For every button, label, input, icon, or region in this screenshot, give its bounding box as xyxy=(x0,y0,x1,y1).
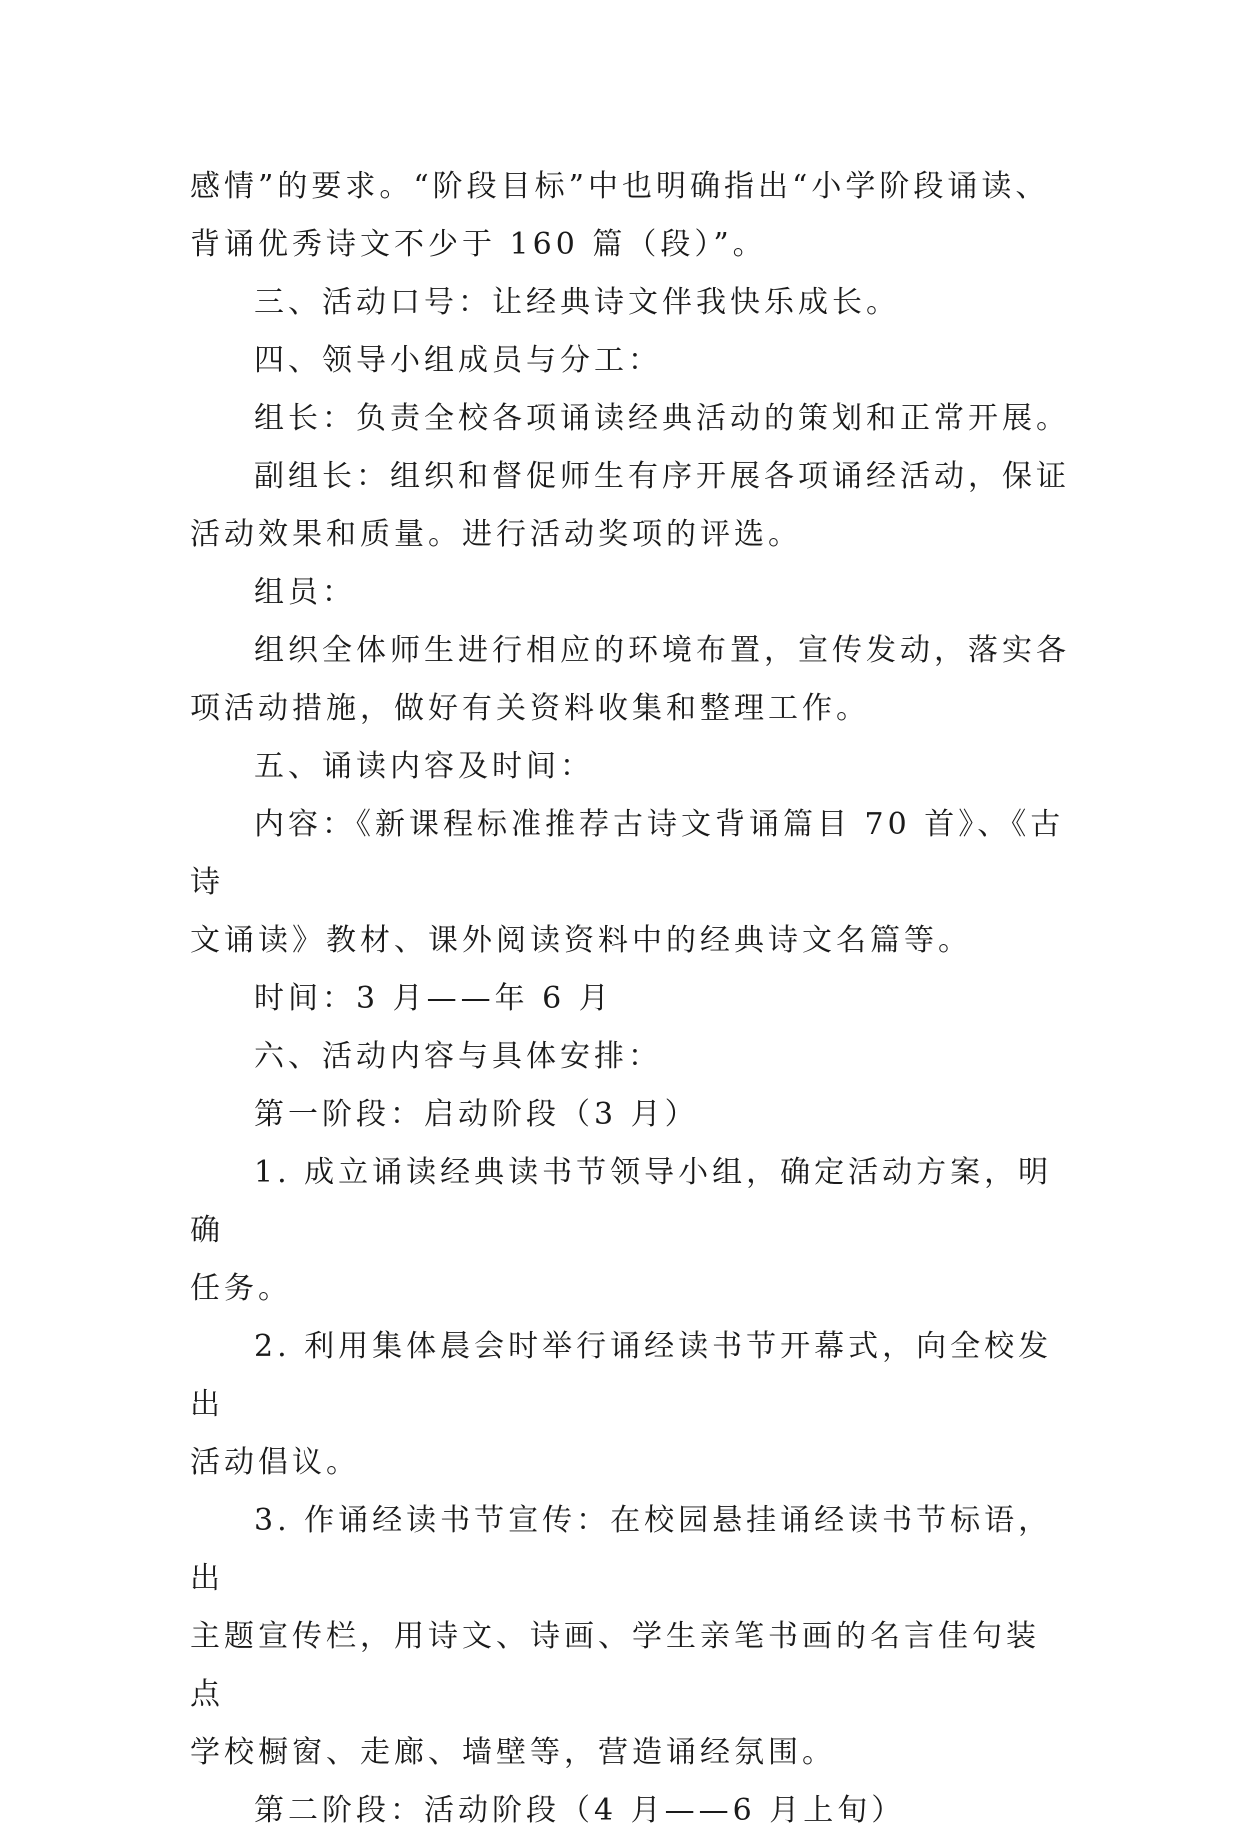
paragraph-members-duties: 组织全体师生进行相应的环境布置，宣传发动，落实各 项活动措施，做好有关资料收集和整理工作。 xyxy=(190,633,1070,726)
heading-reading-content: 五、诵读内容及时间： xyxy=(254,749,594,784)
heading-stage-two: 第二阶段：活动阶段（4 月——6 月上旬） xyxy=(254,1793,906,1828)
paragraph-deputy-leader: 副组长：组织和督促师生有序开展各项诵经活动，保证 活动效果和质量。进行活动奖项的评选。 xyxy=(190,459,1070,552)
paragraph-group-leader: 组长：负责全校各项诵读经典活动的策划和正常开展。 xyxy=(254,401,1070,436)
paragraph-members-label: 组员： xyxy=(254,575,356,610)
paragraph-time: 时间：3 月——年 6 月 xyxy=(254,981,613,1016)
list-item-1: 1. 成立诵读经典读书节领导小组，确定活动方案，明确 任务。 xyxy=(190,1155,1053,1306)
heading-stage-one: 第一阶段：启动阶段（3 月） xyxy=(254,1097,699,1132)
paragraph-slogan: 三、活动口号：让经典诗文伴我快乐成长。 xyxy=(254,285,900,320)
paragraph-content: 内容：《新课程标准推荐古诗文背诵篇目 70 首》、《古诗 文诵读》教材、课外阅读资料中的经典诗文名篇等。 xyxy=(190,807,1065,958)
paragraph-goals-continued: 感情”的要求。“阶段目标”中也明确指出“小学阶段诵读、 背诵优秀诗文不少于 160 篇（段）”。 xyxy=(190,169,1050,262)
document-body xyxy=(190,158,1070,1840)
list-item-2: 2. 利用集体晨会时举行诵经读书节开幕式，向全校发出 活动倡议。 xyxy=(190,1329,1053,1480)
heading-leadership-group: 四、领导小组成员与分工： xyxy=(254,343,662,378)
heading-activity-arrangement: 六、活动内容与具体安排： xyxy=(254,1039,662,1074)
list-item-3: 3. 作诵经读书节宣传：在校园悬挂诵经读书节标语，出 主题宣传栏，用诗文、诗画、学生亲笔书画的名言佳句装点 学校橱窗、走廊、墙壁等，营造诵经氛围。 xyxy=(190,1503,1053,1770)
